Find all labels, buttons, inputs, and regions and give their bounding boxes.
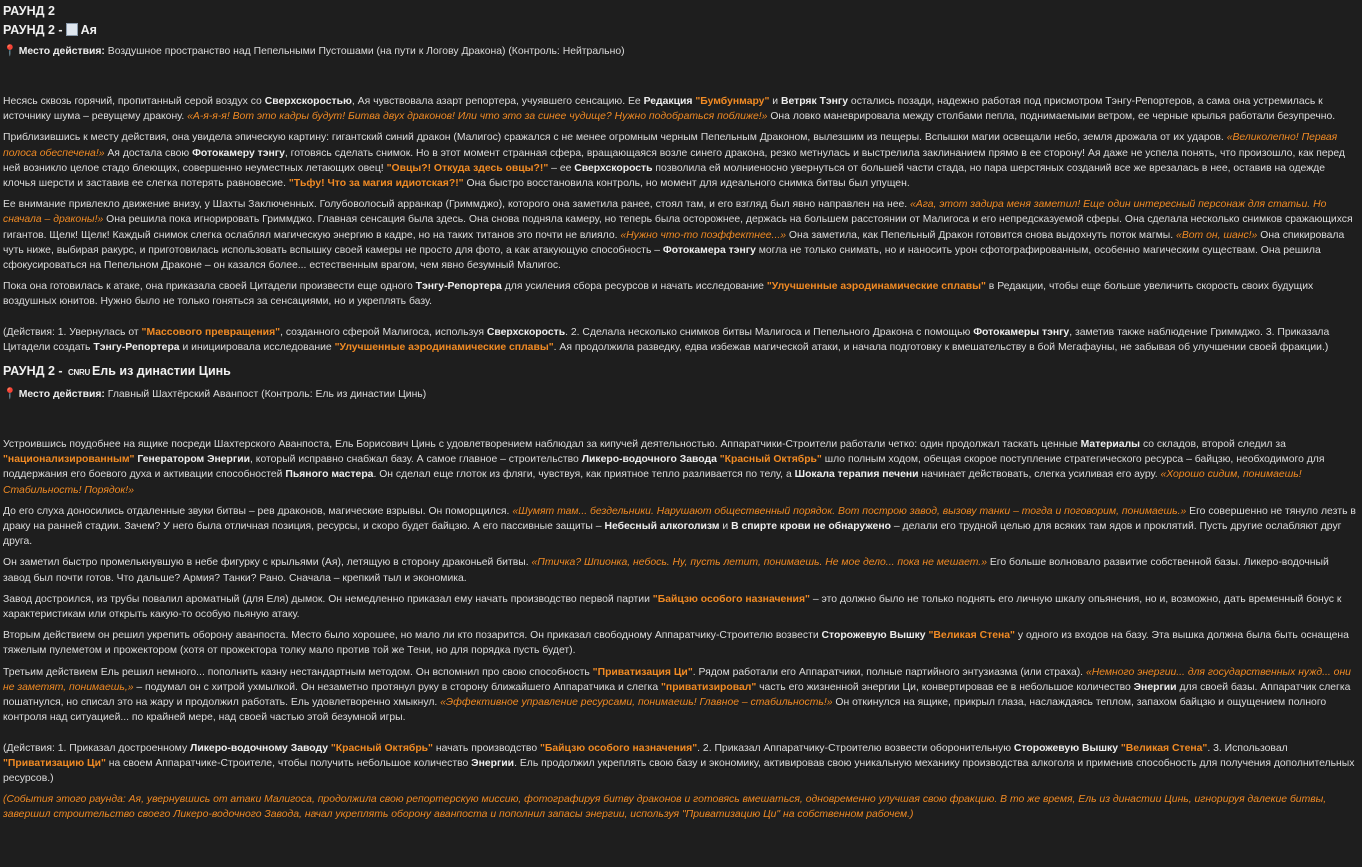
text-run: Его совершенно не тянуло лезть в драку на ранней стадии. Зачем? У него была отличная позиция, ресурсы, и скоро будет байцзю. А его пассивные защиты –	[3, 505, 1356, 533]
text-run: Его больше волновало развитие собственной базы. Ликеро-водочный завод был почти готов. Что дальше? Армия? Танки? Рано. Сначала – крепкий тыл и экономика.	[3, 557, 1329, 584]
text-run: (Действия: 1. Приказал достроенному	[3, 742, 191, 754]
highlight-text: "Массового превращения"	[141, 326, 281, 338]
quote-text: «Вот он, шанс!»	[1176, 229, 1258, 241]
highlight-text: "Красный Октябрь"	[330, 742, 433, 754]
paragraph	[3, 592, 1359, 622]
highlight-text: "национализированным"	[3, 454, 135, 466]
text-run: начать производство	[433, 742, 540, 754]
highlight-text: "Бумбунмару"	[695, 96, 770, 107]
section-title-yel	[3, 361, 1359, 383]
text-run: позволила ей молниеносно увернуться от большей части стада, но пара шерстяных созданий все же врезалась в нее, оставив на одежде клочья шерсти и заставив ее слегка потерять равновесие.	[3, 162, 1325, 190]
highlight-text: "Улучшенные аэродинамические сплавы"	[766, 281, 986, 293]
paragraph	[3, 197, 1359, 273]
text-run: Ель из династии Цинь	[91, 364, 231, 379]
quote-text: «Нужно что-то поэффектнее...»	[620, 229, 787, 241]
text-run: – подумал он с хитрой ухмылкой. Он незаметно протянул руку в сторону ближайшего Аппаратчика и слегка	[133, 681, 661, 693]
text-run: могла не только снимать, но и наносить урон сфотографированным, особенно магическим существам. Она решила сфокусироваться на Пепельном Драконе – он казался более... естественным врагом, чем явно безумный Малигос.	[3, 244, 1321, 272]
text-run: . 2. Приказал Аппаратчику-Строителю возвести оборонительную	[697, 742, 1014, 754]
text-run: – ее	[548, 162, 575, 174]
text-run: . Он сделал еще глоток из фляги, чувствуя, как приятное тепло разливается по телу, а	[373, 469, 795, 481]
bold-text: Место действия:	[18, 389, 105, 401]
text-run: Приблизившись к месту действия, она увидела эпическую картину: гигантский синий дракон (Малигос) сражался с не менее огромным черным Пепельным Драконом, вылезшим из пещеры. Вспышки магии освещали небо, земля дрожала от их ударов.	[3, 132, 1227, 144]
text-run: часть его жизненной энергии Ци, конвертировав ее в небольшое количество	[756, 681, 1134, 693]
quote-text: «Ага, этот задира меня заметил! Еще один интересный персонаж для статьи. Но сначала – драконы!»	[3, 199, 1327, 226]
text-run: Она спикировала чуть ниже, выбирая ракурс, и приготовилась использовать вспышку своей камеры не просто для фото, а как атакующую способность –	[3, 229, 1345, 256]
text-run: со складов, второй следил за	[1140, 439, 1286, 451]
highlight-text: "Великая Стена"	[1120, 742, 1208, 754]
round-title: РАУНД 2	[3, 4, 55, 18]
paragraph	[3, 130, 1359, 191]
text-run: РАУНД 2 -	[3, 364, 63, 379]
highlight-text: "Улучшенные аэродинамические сплавы"	[334, 341, 554, 353]
text-run: . Рядом работали его Аппаратчики, полные партийного энтузиазма (или страха).	[692, 666, 1086, 678]
text-run: Она ловко маневрировала между столбами пепла, поднимаемыми ветром, ее черные крылья работали безупречно.	[767, 111, 1336, 123]
text-run: Ая достала свою	[104, 147, 193, 159]
highlight-text: "Великая Стена"	[928, 630, 1015, 642]
text-run: До его слуха доносились отдаленные звуки битвы – рев драконов, магические взрывы. Он поморщился.	[3, 505, 513, 517]
text-run: , который исправно снабжал базу. А самое главное – строительство	[250, 454, 582, 466]
text-run: Главный Шахтёрский Аванпост (Контроль: Ель из династии Цинь)	[107, 389, 427, 401]
text-run: – это должно было не только поднять его личную шкалу опьянения, но и, возможно, дать временный бонус к характеристикам или открыть какую-то особую пьяную атаку.	[3, 593, 1342, 621]
paragraph	[3, 279, 1359, 309]
text-run: и инициировала исследование	[179, 341, 335, 353]
quote-text: «Немного энергии... для государственных нужд... они не заметят, понимаешь,»	[3, 666, 1351, 693]
text-run: для усиления сбора ресурсов и начать исследование	[501, 281, 767, 293]
text-run: , готовясь сделать снимок. Но в этот момент странная сфера, вращающаяся возле синего дракона, резко метнулась и выстрелила заклинанием прямо в ее сторону! Ая даже не успела понять, что произошло, как перед ней возникло целое стадо блеющих, совершенно неуместных летающих овец!	[3, 147, 1345, 174]
highlight-text: "приватизировал"	[661, 681, 757, 693]
bold-text: Сторожевую Вышку	[1013, 742, 1118, 754]
highlight-text: "Приватизация Ци"	[592, 666, 693, 678]
highlight-text: "Тьфу! Что за магия идиотская?!"	[288, 178, 464, 190]
bold-text: Сверхскорость	[486, 326, 566, 338]
text-run: Она быстро восстановила контроль, но момент для идеального снимка битвы был упущен.	[463, 178, 910, 190]
round-summary: (События этого раунда: Ая, увернувшись от атаки Малигоса, продолжила свою репортерскую миссию, фотографируя битву драконов и готовясь вмешаться, одновременно улучшая свою фракцию. В то же время, Ель из династии Цинь, игнорируя далекие битвы, завершил строительство своего Ликеро-водочного Завода, начал укреплять оборону аванпоста и пополнил запасы энергии, используя "Приватизацию Ци" на собственном рабочем.)	[3, 794, 1327, 821]
paragraph	[3, 504, 1359, 550]
text-run: Она заметила, как Пепельный Дракон готовится снова выдохнуть поток магмы.	[786, 229, 1177, 241]
bold-text: Материалы	[1080, 439, 1141, 451]
paragraph	[3, 94, 1359, 124]
text-run: (Действия: 1. Увернулась от	[3, 326, 142, 338]
text-run: и	[719, 521, 732, 533]
highlight-text: "Овцы?! Откуда здесь овцы?!"	[386, 162, 549, 174]
bold-text: Энергии	[471, 757, 515, 769]
bold-text: Сверхскоростью	[264, 96, 352, 107]
actions-paragraph	[3, 741, 1359, 787]
text-run: Она решила пока игнорировать Гриммджо. Главная сенсация была здесь. Она снова подняла камеру, но теперь была осторожнее, держась на большем расстоянии от Малигоса и его непредсказуемой сферы. Она сделала несколько снимков сражающихся гигантов. Щелк! Щелк! Каждый снимок слегка ослаблял магическую энергию в кадре, но на таких титанов это почти не влияло.	[3, 214, 1353, 241]
quote-text: «Хорошо сидим, понимаешь! Стабильность! Порядок!»	[3, 469, 1302, 496]
highlight-text: "Приватизацию Ци"	[3, 757, 106, 769]
text-run: у одного из входов на базу. Эта вышка должна была быть оснащена тяжелым пулеметом и прожектором (хотя от прожектора толку мало против той же Тени, но для порядка пусть будет).	[3, 630, 1349, 657]
text-run: . Ель продолжил укреплять свою базу и экономику, активировав свою уникальную механику производства алкоголя и применив способность для получения дополнительных ресурсов.)	[3, 757, 1355, 784]
text-run: Ая	[80, 23, 97, 37]
bold-text: Пьяного мастера	[285, 469, 374, 481]
text-run: Воздушное пространство над Пепельными Пустошами (на пути к Логову Дракона) (Контроль: Нейтрально)	[107, 46, 625, 57]
paragraph	[3, 628, 1359, 658]
highlight-text: "Красный Октябрь"	[719, 454, 822, 466]
bold-text: Фотокамера тэнгу	[662, 244, 756, 256]
notebook-icon	[66, 23, 78, 36]
bold-text: Энергии	[1133, 681, 1177, 693]
pin-icon: 📍	[3, 388, 17, 401]
bold-text: Тэнгу-Репортера	[415, 281, 502, 293]
text-run: начинает действовать, слегка усиливая его ауру.	[918, 469, 1161, 481]
section-title-aya	[3, 20, 1359, 40]
bold-text: В спирте крови не обнаружено	[731, 521, 891, 533]
text-run: Несясь сквозь горячий, пропитанный серой воздух со	[3, 96, 265, 107]
bold-text: Сверхскорость	[574, 162, 653, 174]
text-run: Завод достроился, из трубы повалил ароматный (для Еля) дымок. Он немедленно приказал ему начать производство первой партии	[3, 593, 653, 605]
paragraph	[3, 555, 1359, 585]
flag-cn-ru: CNRU	[68, 368, 90, 378]
quote-text: «Птичка? Шпионка, небось. Ну, пусть летит, понимаешь. Не мое дело... пока не мешает.»	[531, 557, 987, 569]
text-run: Пока она готовилась к атаке, она приказала своей Цитадели произвести еще одного	[3, 281, 416, 293]
text-run: остались позади, надежно работая под присмотром Тэнгу-Репортеров, а сама она устремилась к источнику шума – ревущему дракону.	[3, 96, 1323, 123]
highlight-text: "Байцзю особого назначения"	[540, 742, 698, 754]
highlight-text: "Байцзю особого назначения"	[652, 593, 810, 605]
quote-text: «А-я-я-я! Вот это кадры будут! Битва двух драконов! Или что это за синее чудище? Нужно подобраться поближе!»	[187, 111, 768, 123]
paragraph	[3, 665, 1359, 726]
text-run: шло полным ходом, обещая скорое поступление стратегического ресурса – байцзю, необходимого для поддержания его боевого духа и активации способностей	[3, 454, 1325, 481]
text-run: в Редакции, чтобы еще больше увеличить скорость своих будущих воздушных юнитов. Нужно было не только гоняться за сенсациями, но и укреплять базу.	[3, 281, 1314, 308]
text-run: . 3. Использовал	[1207, 742, 1288, 754]
quote-text: «Великолепно! Первая полоса обеспечена!»	[3, 132, 1338, 159]
text-run: – делали его трудной целью для всяких там ядов и проклятий. Пусть другие ослабляют друг друга.	[3, 521, 1342, 548]
paragraph	[3, 437, 1359, 498]
text-run: , заметив также наблюдение Гриммджо. 3. Приказала Цитадели создать	[3, 326, 1330, 353]
bold-text: Генератором Энергии	[137, 454, 251, 466]
text-run: и	[769, 96, 781, 107]
bold-text: Место действия:	[18, 46, 105, 57]
bold-text: Редакция	[643, 96, 693, 107]
quote-text: «Эффективное управление ресурсами, понимаешь! Главное – стабильность!»	[440, 697, 833, 709]
text-run: Третьим действием Ель решил немного... пополнить казну нестандартным методом. Он вспомнил про свою способность	[3, 666, 593, 678]
bold-text: Ветряк Тэнгу	[780, 96, 849, 107]
bold-text: Ликеро-водочному Заводу	[190, 742, 328, 754]
text-run: . 2. Сделала несколько снимков битвы Малигоса и Пепельного Дракона с помощью	[565, 326, 974, 338]
location-line	[3, 40, 1359, 63]
text-run: Он откинулся на ящике, прикрыл глаза, наслаждаясь теплом, запахом байцзю и ощущением полного контроля над ситуацией... по крайней мере, над своей частью этой безумной игры.	[3, 697, 1327, 724]
bold-text: Фотокамеру тэнгу	[192, 147, 285, 159]
actions-paragraph	[3, 325, 1359, 355]
text-run: Устроившись поудобнее на ящике посреди Шахтерского Аванпоста, Ель Борисович Цинь с удовлетворением наблюдал за кипучей деятельностью. Аппаратчики-Строители работали четко: один продолжал таскать ценные	[3, 439, 1081, 451]
text-run: на своем Аппаратчике-Строителе, чтобы получить небольшое количество	[105, 757, 472, 769]
pin-icon: 📍	[3, 45, 17, 57]
text-run: Вторым действием он решил укрепить оборону аванпоста. Место было хорошее, но мало ли кто позарится. Он приказал свободному Аппаратчику-Строителю возвести	[3, 630, 822, 642]
bold-text: Сторожевую Вышку	[821, 630, 926, 642]
bold-text: Фотокамеры тэнгу	[973, 326, 1070, 338]
bold-text: Ликеро-водочного Завода	[581, 454, 717, 466]
text-run: Он заметил быстро промелькнувшую в небе фигурку с крыльями (Ая), летящую в сторону драконьей битвы.	[3, 557, 532, 569]
text-run: , созданного сферой Малигоса, используя	[280, 326, 487, 338]
text-run: РАУНД 2 -	[3, 23, 63, 37]
location-line	[3, 383, 1359, 406]
text-run: для своей базы. Аппаратчик слегка пошатнулся, но списал это на жару и продолжил работать. Ель удовлетворенно хмыкнул.	[3, 681, 1351, 709]
bold-text: Шокала терапия печени	[794, 469, 919, 481]
bold-text: Небесный алкоголизм	[604, 521, 720, 533]
text-run: Ее внимание привлекло движение внизу, у Шахты Заключенных. Голубоволосый арранкар (Гриммджо), которого она заметила ранее, стоял там, и его взгляд был явно направлен на нее.	[3, 199, 911, 211]
text-run: . Ая продолжила разведку, едва избежав магической атаки, и начала подготовку к вмешательству в бой Мегафауны, не забывая об улучшении своей фракции.)	[553, 341, 1329, 353]
quote-text: «Шумят там... бездельники. Нарушают общественный порядок. Вот построю завод, вызову танки – тогда и поговорим, понимаешь.»	[512, 505, 1187, 517]
bold-text: Тэнгу-Репортера	[93, 341, 180, 353]
text-run: , Ая чувствовала азарт репортера, учуявшего сенсацию. Ее	[351, 96, 644, 107]
